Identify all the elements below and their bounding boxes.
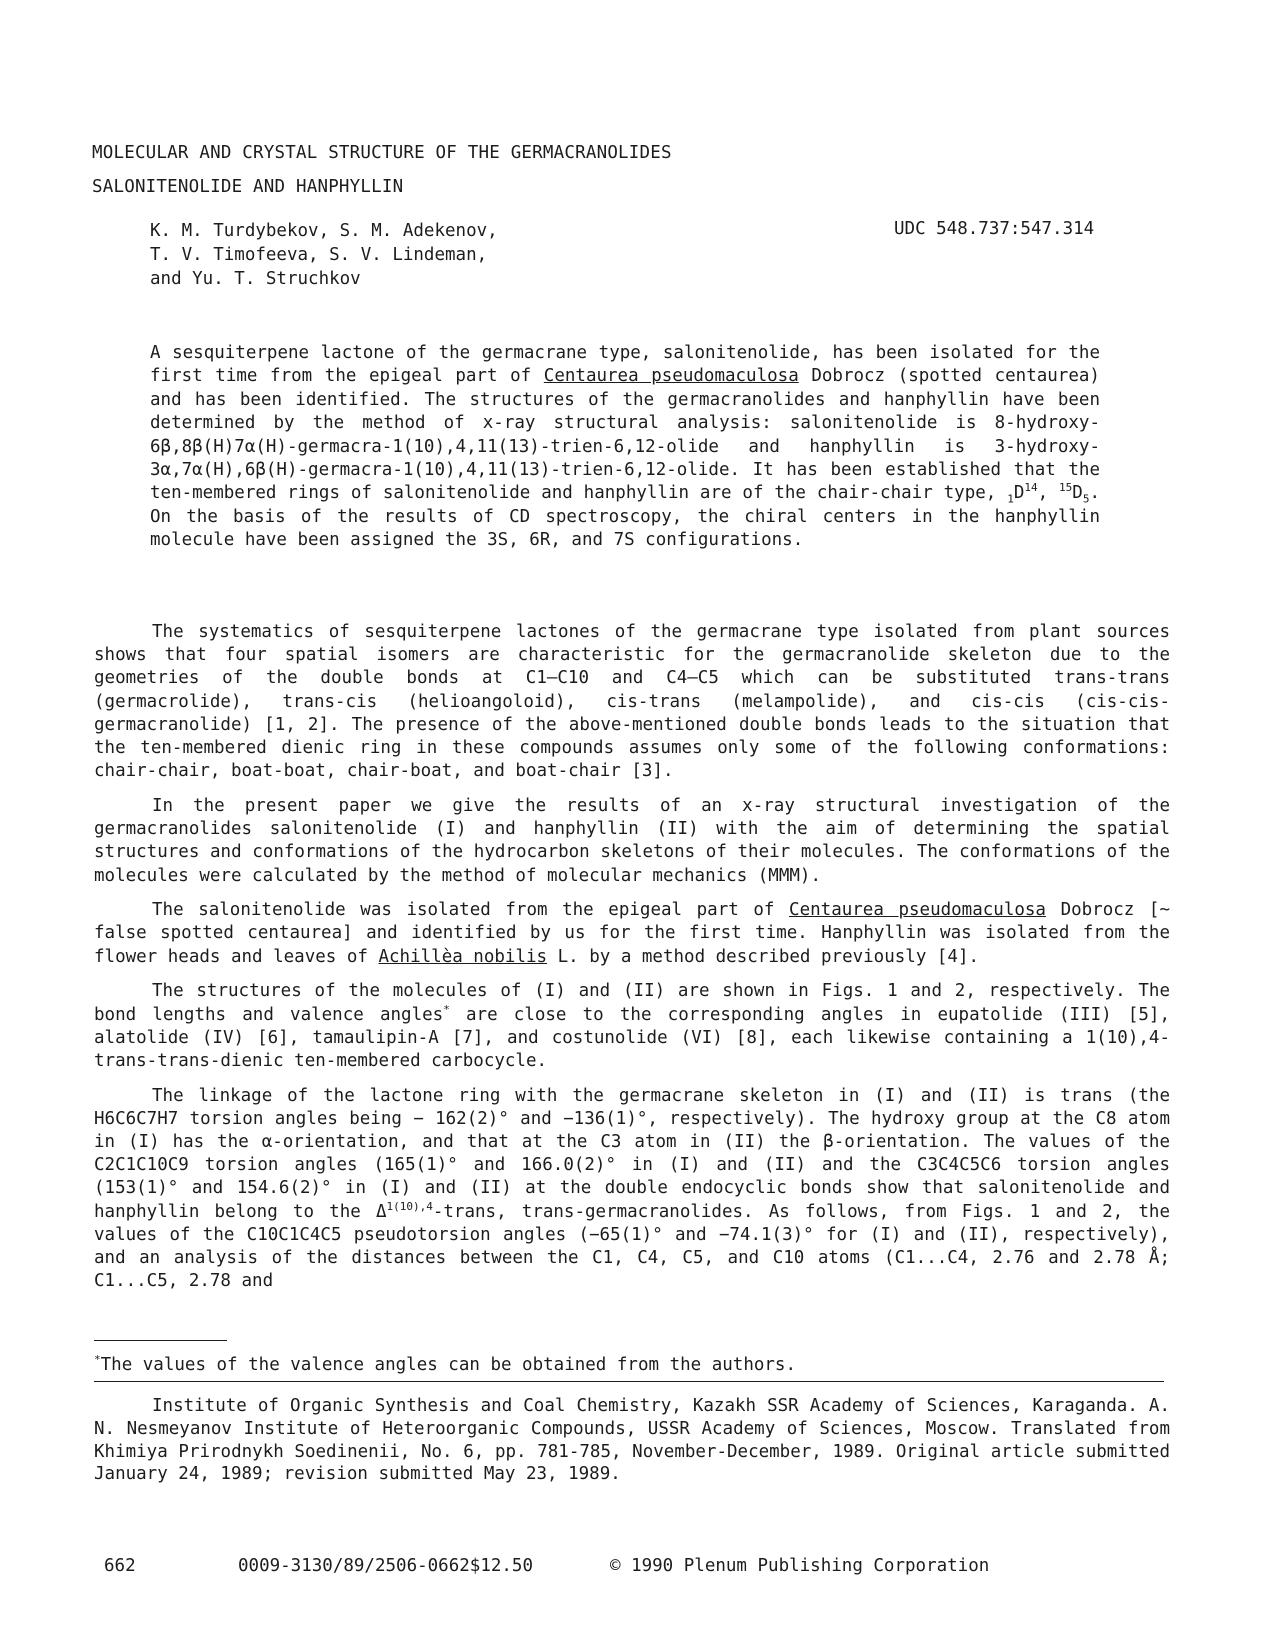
footnote-marker: * bbox=[443, 1002, 450, 1016]
footnote-star: * bbox=[94, 1353, 101, 1367]
article-title bbox=[92, 136, 672, 204]
copyright: © 1990 Plenum Publishing Corporation bbox=[610, 1556, 990, 1576]
paragraph-3 bbox=[94, 899, 1170, 969]
notation-subscript-2: 5 bbox=[1082, 492, 1090, 506]
paragraph-4-text-b: are close to the corresponding angles in eupatolide (III) [5], alatolide (IV) [6], tamaulipin-A [7], and costunolide (VI) [8], each likewise containing a 1(10),4-trans-trans-dienic ten-membered carbocycle. bbox=[94, 1004, 1170, 1071]
article-body bbox=[94, 621, 1170, 1305]
author-line-3: and Yu. T. Struchkov bbox=[150, 269, 361, 289]
paragraph-4-text-a: The structures of the molecules of (I) and (II) are shown in Figs. 1 and 2, respectively. The bond lengths and valence angles bbox=[94, 981, 1170, 1025]
notation-separator: , bbox=[1037, 483, 1060, 504]
paragraph-5 bbox=[94, 1085, 1170, 1294]
abstract bbox=[150, 342, 1100, 553]
paragraph-2: In the present paper we give the results of an x-ray structural investigation of the germacranolides salonitenolide (I) and hanphyllin (II) with the aim of determining the spatial structures and conformations of the hydrocarbon skeletons of their molecules. The conformations of the molecules were calculated by the method of molecular mechanics (MMM). bbox=[94, 795, 1170, 886]
notation-d-2: D bbox=[1072, 483, 1083, 504]
abstract-part-1: A sesquiterpene lactone of the germacrane type, salonitenolide, has been isolated for the first time from the epigeal part of bbox=[150, 343, 1100, 387]
footnote bbox=[94, 1354, 796, 1376]
paragraph-1: The systematics of sesquiterpene lactones of the germacrane type isolated from plant sources shows that four spatial isomers are characteristic for the germacranolide skeleton due to the geometries of the double bonds at C1—C10 and C4—C5 which can be substituted trans-trans (germacrolide), trans-cis (helioangoloid), cis-trans (melampolide), and cis-cis (cis-cis-germacranolide) [1, 2]. The presence of the above-mentioned double bonds leads to the situation that the ten-membered dienic ring in these compounds assumes only some of the following conformations: chair-chair, boat-boat, chair-boat, and boat-chair [3]. bbox=[94, 622, 1170, 782]
article-code: 0009-3130/89/2506-0662$12.50 bbox=[238, 1556, 534, 1576]
footnote-separator bbox=[94, 1340, 227, 1341]
author-line-2: T. V. Timofeeva, S. V. Lindeman, bbox=[150, 245, 488, 265]
paragraph-5-text-a: The linkage of the lactone ring with the germacrane skeleton in (I) and (II) is trans (the H6C6C7H7 torsion angles being − 162(2)° and −136(1)°, respectively). The hydroxy group at the C8 atom in (I) has the α-orientation, and that at the C3 atom in (II) the β-orientation. The values of the C2C1C10C9 torsion angles (165(1)° and 166.0(2)° in (I) and (II) and the C3C4C5C6 torsion angles (153(1)° and 154.6(2)° in (I) and (II) at the double endocyclic bonds show that salonitenolide and hanphyllin belong to the Δ bbox=[94, 1085, 1170, 1222]
abstract-part-3: . On the basis of the results of CD spectroscopy, the chiral centers in the hanphyllin molecule have been assigned the 3S, 6R, and 7S configurations. bbox=[150, 483, 1100, 551]
abstract-text bbox=[150, 342, 1100, 553]
author-list bbox=[150, 219, 498, 291]
page-number: 662 bbox=[104, 1556, 136, 1576]
species-name-achillea: Achillèa nobilis bbox=[378, 946, 548, 967]
title-line-2: SALONITENOLIDE AND HANPHYLLIN bbox=[92, 177, 404, 197]
affiliation-separator bbox=[94, 1381, 1164, 1382]
paragraph-5-text-b: -trans, trans-germacranolides. As follows, from Figs. 1 and 2, the values of the C10C1C4C5 pseudotorsion angles (−65(1)° and −74.1(3)° for (I) and (II), respectively), and an analysis of the distances between the C1, C4, C5, and C10 atoms (C1...C4, 2.76 and 2.78 Å; C1...C5, 2.78 and bbox=[94, 1201, 1170, 1292]
author-line-1: K. M. Turdybekov, S. M. Adekenov, bbox=[150, 221, 498, 241]
delta-superscript: 1(10),4 bbox=[386, 1199, 433, 1213]
footnote-text: The values of the valence angles can be obtained from the authors. bbox=[100, 1355, 796, 1375]
paragraph-3-text-b: Dobrocz [~ false spotted centaurea] and identified by us for the first time. Hanphyllin was isolated from the flower heads and leaves of bbox=[94, 900, 1170, 967]
paragraph-3-text-a: The salonitenolide was isolated from the epigeal part of bbox=[152, 900, 775, 921]
notation-subscript-1: 1 bbox=[1007, 492, 1014, 506]
udc-code: UDC 548.737:547.314 bbox=[894, 219, 1095, 239]
notation-d-1: D bbox=[1013, 483, 1025, 504]
affiliation: Institute of Organic Synthesis and Coal Chemistry, Kazakh SSR Academy of Sciences, Karaganda. A. N. Nesmeyanov Institute of Heteroorganic Compounds, USSR Academy of Sciences, Moscow. Translated from Khimiya Prirodnykh Soedinenii, No. 6, pp. 781-785, November-December, 1989. Original article submitted January 24, 1989; revision submitted May 23, 1989. bbox=[94, 1396, 1170, 1485]
notation-superscript-1: 14 bbox=[1024, 481, 1038, 495]
species-name-centaurea: Centaurea pseudomaculosa bbox=[789, 900, 1046, 921]
species-name: Centaurea pseudomaculosa bbox=[543, 366, 799, 387]
title-line-1: MOLECULAR AND CRYSTAL STRUCTURE OF THE GERMACRANOLIDES bbox=[92, 143, 672, 163]
paragraph-4 bbox=[94, 980, 1170, 1073]
notation-superscript-2: 15 bbox=[1059, 481, 1073, 495]
paragraph-3-text-c: L. by a method described previously [4]. bbox=[557, 946, 980, 967]
abstract-part-2: Dobrocz (spotted centaurea) and has been identified. The structures of the germacranolides and hanphyllin have been determined by the method of x-ray structural analysis: salonitenolide is 8-hydroxy-6β,8β(H)7α(H)-germacra-1(10),4,11(13)-trien-6,12-olide and hanphyllin is 3-hydroxy-3α,7α(H),6β(H)-germacra-1(10),4,11(13)-trien-6,12-olide. It has been established that the ten-membered rings of salonitenolide and hanphyllin are of the chair-chair type, bbox=[150, 366, 1100, 504]
